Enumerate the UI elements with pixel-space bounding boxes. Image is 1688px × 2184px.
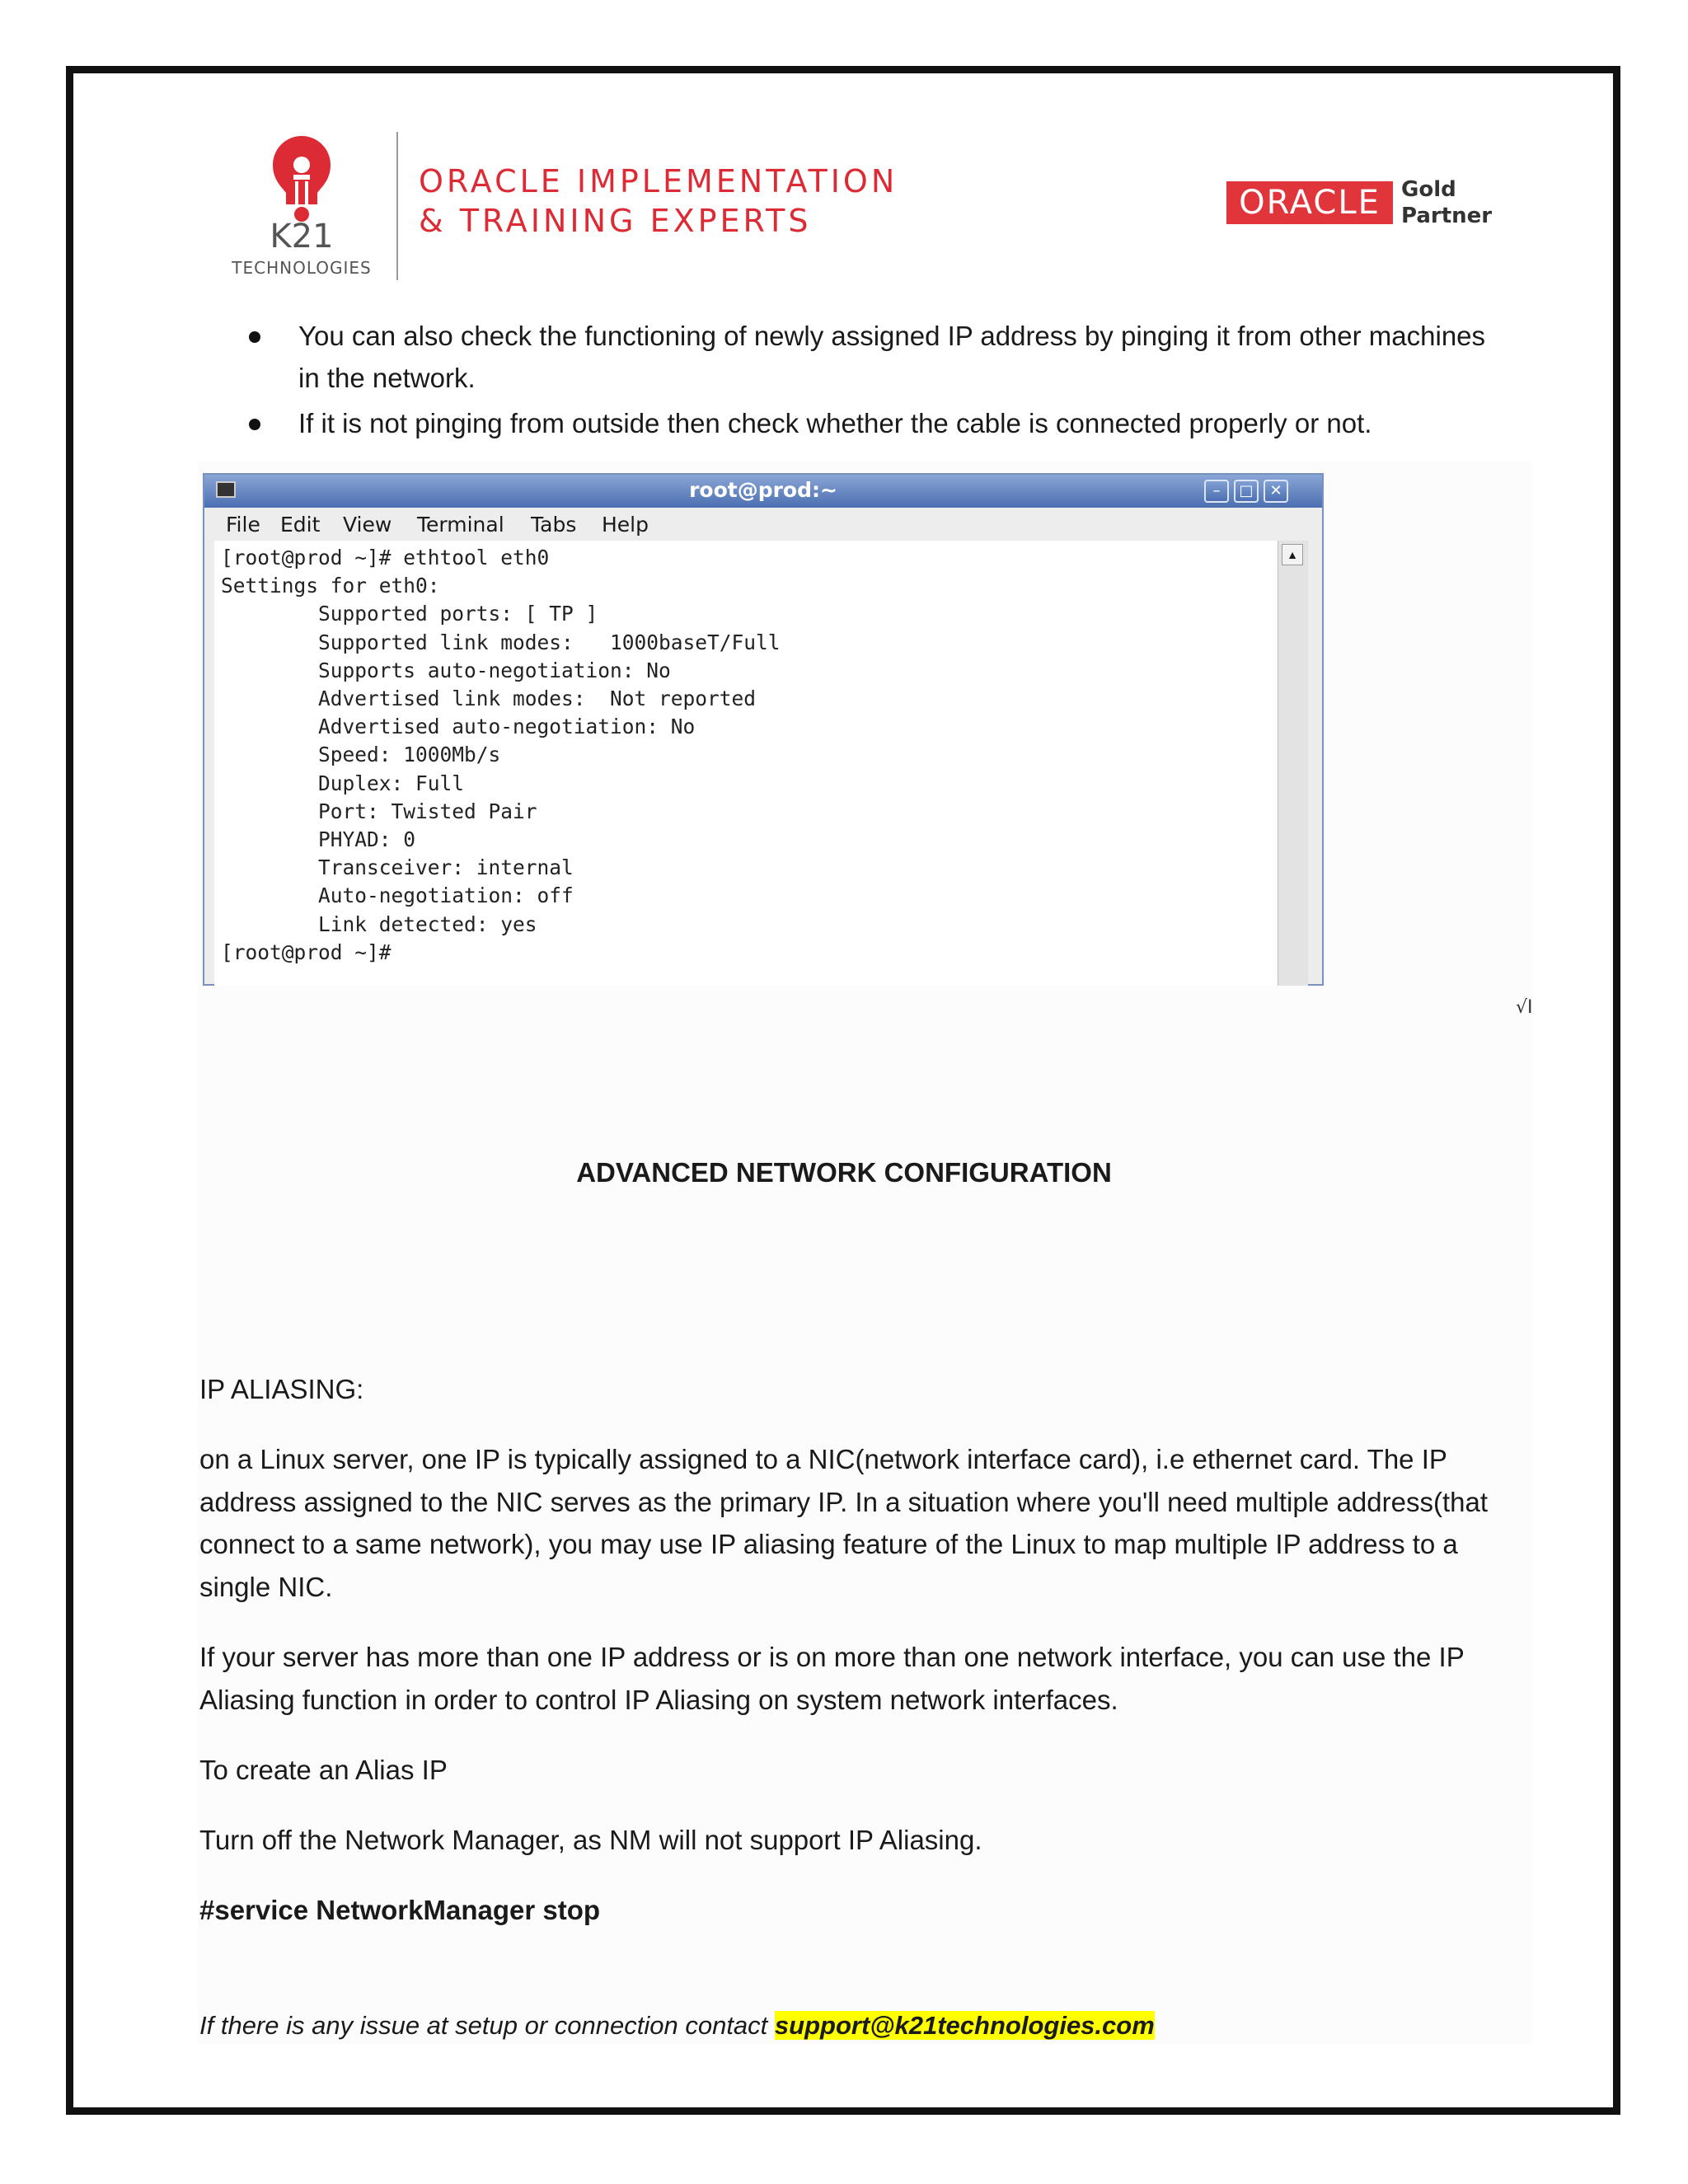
terminal-output: [root@prod ~]# ethtool eth0 Settings for eth0: Supported ports: [ TP ] Supported link modes: 1000baseT/Full Supports auto-negotiation: No Advertised link modes: Not reported Advertised auto-negotiation: No Speed: 1000Mb/s Duplex: Full Port: Twisted Pair PHYAD: 0 Transceiver: internal Auto-negotiation: off Link detected: yes [root@prod ~]# <box>221 546 781 964</box>
footer-text: If there is any issue at setup or connection contact <box>199 2011 775 2040</box>
header-divider <box>396 132 398 280</box>
paragraph-network-manager: Turn off the Network Manager, as NM will not support IP Aliasing. <box>199 1825 982 1855</box>
paragraph-multiple-ip: If your server has more than one IP address or is on more than one network interface, you can use the IP Aliasing function in order to control IP Aliasing on system network interfaces. <box>199 1642 1465 1715</box>
gold-partner-label <box>1401 176 1492 229</box>
background-window-edge: √I <box>1516 997 1533 1018</box>
bullet-text: You can also check the functioning of newly assigned IP address by pinging it from other machines in the network. <box>298 321 1486 393</box>
gold-label: Gold <box>1401 177 1456 202</box>
tagline-line-2: & TRAINING EXPERTS <box>419 203 812 239</box>
footer-note <box>199 2011 1155 2041</box>
oracle-logo: ORACLE <box>1226 181 1393 224</box>
menu-edit[interactable]: Edit <box>280 513 321 537</box>
paragraph-create-alias: To create an Alias IP <box>199 1755 448 1785</box>
terminal-menubar <box>204 508 1322 539</box>
menu-view[interactable]: View <box>343 513 392 537</box>
tagline-line-1: ORACLE IMPLEMENTATION <box>419 163 898 199</box>
section-heading: ADVANCED NETWORK CONFIGURATION <box>576 1157 1112 1188</box>
ip-aliasing-label: IP ALIASING: <box>199 1374 364 1404</box>
bullet-item <box>246 402 1498 444</box>
bullet-text: If it is not pinging from outside then check whether the cable is connected properly or not. <box>298 408 1372 438</box>
k21-logo <box>211 132 392 280</box>
paragraph-ip-aliasing: on a Linux server, one IP is typically assigned to a NIC(network interface card), i.e ethernet card. The IP address assigned to the NIC serves as the primary IP. In a situation where you'll need multiple address(that connect to a same network), you may use IP aliasing feature of the Linux to map multiple IP address to a single NIC. <box>199 1444 1489 1602</box>
terminal-title: root@prod:~ <box>689 478 837 502</box>
menu-help[interactable]: Help <box>602 513 649 537</box>
menu-tabs[interactable]: Tabs <box>531 513 577 537</box>
terminal-titlebar[interactable] <box>204 475 1322 508</box>
terminal-output-area[interactable] <box>214 541 1278 986</box>
svg-text:TECHNOLOGIES: TECHNOLOGIES <box>232 258 372 278</box>
company-tagline <box>419 162 898 241</box>
terminal-scrollbar[interactable] <box>1278 541 1308 986</box>
menu-file[interactable]: File <box>226 513 260 537</box>
menu-terminal[interactable]: Terminal <box>417 513 504 537</box>
bullet-dot-icon <box>249 419 260 430</box>
close-icon[interactable]: ✕ <box>1264 480 1288 503</box>
terminal-window <box>203 473 1533 1018</box>
scroll-up-arrow-icon[interactable]: ▲ <box>1282 544 1303 565</box>
partner-label: Partner <box>1401 204 1493 228</box>
svg-text:K21: K21 <box>270 218 334 255</box>
maximize-icon[interactable]: □ <box>1234 480 1259 503</box>
support-email-link[interactable]: support@k21technologies.com <box>774 2011 1155 2040</box>
k21-bulb-icon <box>273 136 331 222</box>
bullet-item <box>246 315 1498 399</box>
command-networkmanager-stop: #service NetworkManager stop <box>199 1895 601 1925</box>
bullet-list <box>246 315 1498 448</box>
minimize-icon[interactable]: – <box>1204 480 1229 503</box>
bullet-dot-icon <box>249 331 260 343</box>
